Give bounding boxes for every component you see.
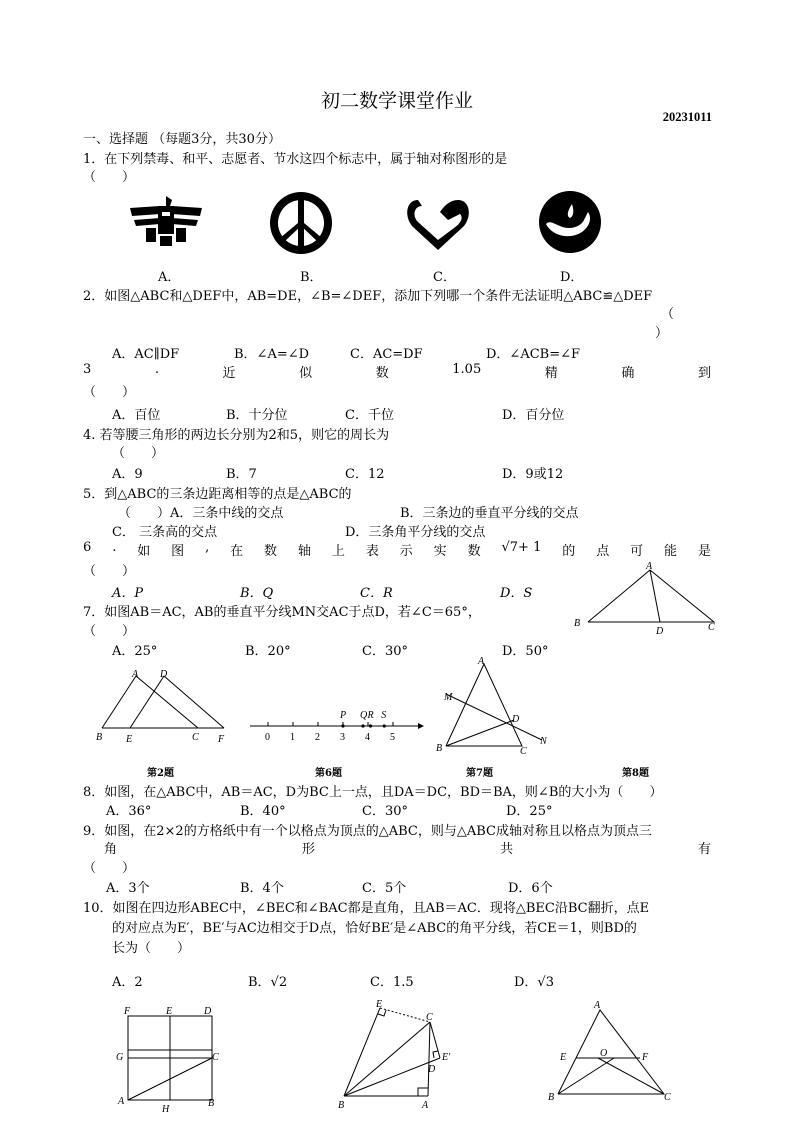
svg-text:B: B [208, 1098, 215, 1109]
q1-label-a: A． [158, 270, 181, 285]
number-line-point-label: P [340, 710, 347, 721]
q7-option-d: D．50° [502, 644, 549, 659]
q4-option-c: C．12 [345, 467, 385, 482]
number-line-point [341, 724, 344, 727]
number-line-point-label: R [367, 710, 374, 721]
number-line-point [383, 724, 386, 727]
svg-text:D: D [428, 1064, 436, 1075]
volunteer-logo-icon [404, 194, 474, 252]
svg-text:E: E [126, 734, 133, 745]
figure-q7-triangle [432, 654, 556, 754]
number-line-point-label: Q [360, 710, 368, 721]
q9-stem-cont: 角 形 共 有 [104, 842, 711, 857]
q4-option-a: A．9 [112, 467, 143, 482]
svg-text:A: A [132, 669, 139, 680]
figure-q8-triangle [570, 560, 720, 636]
q8-option-a: A．36° [106, 804, 152, 819]
peace-logo-icon [268, 190, 334, 256]
caption-q7: 第7题 [466, 768, 493, 779]
svg-text:F: F [642, 1052, 649, 1063]
q7-stem: 7．如图AB＝AC，AB的垂直平分线MN交AC于点D，若∠C＝65°， [83, 605, 481, 620]
q9-paren: （ ） [83, 861, 136, 876]
q9-option-b: B．4个 [240, 881, 284, 896]
svg-text:C: C [212, 1052, 219, 1063]
q9-option-c: C．5个 [362, 881, 407, 896]
svg-text:E′: E′ [442, 1052, 451, 1063]
number-line-point [369, 724, 372, 727]
q4-paren: （ ） [112, 446, 165, 461]
svg-text:B: B [436, 743, 443, 754]
number-line-point-label: S [381, 710, 387, 721]
q5-option-a: （ ）A．三条中线的交点 [118, 506, 284, 521]
svg-text:A: A [646, 561, 653, 572]
svg-text:D: D [160, 669, 168, 680]
svg-text:C: C [192, 732, 199, 743]
q2-option-b: B．∠A=∠D [234, 347, 310, 362]
q3-stem: 3 . 近 似 数 1.05 精 确 到 [83, 362, 711, 381]
figure-triangle-eof [542, 996, 682, 1110]
q3-option-d: D．百分位 [502, 408, 565, 423]
svg-text:G: G [116, 1052, 124, 1063]
svg-text:D: D [512, 714, 520, 725]
q10-stem-line2: 的对应点为E′，BE′与AC边相交于D点，恰好BE′是∠ABC的角平分线，若CE＝1，则BD的 [112, 921, 637, 936]
svg-text:E: E [560, 1052, 567, 1063]
svg-text:C: C [426, 1012, 433, 1023]
q1-label-d: D． [560, 270, 584, 285]
q10-stem-line3: 长为（ ） [112, 941, 191, 956]
q2-option-d: D．∠ACB=∠F [486, 347, 581, 362]
q1-paren: （ ） [83, 170, 136, 185]
q5-option-b: B．三条边的垂直平分线的交点 [400, 506, 579, 521]
svg-text:B: B [574, 618, 581, 629]
svg-text:B: B [338, 1100, 345, 1111]
assignment-date: 20231011 [662, 110, 712, 124]
q5-option-c: C． 三条高的交点 [112, 525, 218, 540]
eagle-logo-icon [128, 192, 204, 250]
figure-q9-grid [112, 1002, 228, 1114]
q7-option-a: A．25° [112, 644, 158, 659]
q8-option-b: B．40° [240, 804, 286, 819]
q6-paren: （ ） [83, 564, 136, 579]
number-line-tick-label: 2 [315, 732, 320, 743]
q8-stem: 8．如图，在△ABC中，AB＝AC，D为BC上一点，且DA＝DC，BD＝BA，则∠B的大小为（ ） [83, 785, 663, 800]
q5-option-d: D．三条角平分线的交点 [345, 525, 486, 540]
svg-text:M: M [444, 692, 453, 703]
caption-q8: 第8题 [622, 768, 649, 779]
q5-stem: 5．到△ABC的三条边距离相等的点是△ABC的 [83, 487, 352, 502]
number-line-point [361, 724, 364, 727]
number-line-tick-label: 5 [390, 732, 395, 743]
q6-option-a: A．P [112, 586, 144, 601]
svg-text:B: B [548, 1092, 555, 1103]
q3-option-b: B．十分位 [226, 408, 288, 423]
q7-option-b: B．20° [245, 644, 291, 659]
figure-q6-number-line [248, 706, 424, 746]
q8-option-d: D．25° [506, 804, 553, 819]
svg-text:C: C [664, 1092, 671, 1103]
svg-text:D: D [204, 1006, 212, 1017]
svg-text:E: E [376, 999, 383, 1010]
svg-text:N: N [540, 736, 547, 747]
q1-label-c: C． [433, 270, 456, 285]
q1-label-b: B． [300, 270, 323, 285]
q10-option-a: A．2 [112, 975, 143, 990]
q10-stem-line1: 10．如图在四边形ABEC中，∠BEC和∠BAC都是直角，且AB＝AC．现将△BEC沿BC翻折，点E [83, 901, 650, 916]
q3-option-a: A．百位 [112, 408, 161, 423]
q7-option-c: C．30° [362, 644, 408, 659]
water-saving-logo-icon [538, 190, 602, 254]
section-heading: 一、选择题 （每题3分，共30分） [83, 132, 281, 147]
caption-q2: 第2题 [147, 768, 174, 779]
q9-stem: 9．如图，在2×2的方格纸中有一个以格点为顶点的△ABC，则与△ABC成轴对称且以格点为顶点三 [83, 824, 652, 839]
page-title: 初二数学课堂作业 [320, 90, 473, 112]
q6-option-b: B．Q [240, 586, 274, 601]
q2-option-a: A．AC∥DF [112, 347, 180, 362]
q6-option-d: D．S [500, 586, 533, 601]
q4-option-d: D．9或12 [502, 467, 564, 482]
number-line-tick-label: 1 [290, 732, 295, 743]
svg-text:C: C [520, 746, 527, 754]
q6-option-c: C．R [360, 586, 393, 601]
q2-paren-right: ） [655, 326, 669, 341]
q3-option-c: C．千位 [345, 408, 394, 423]
svg-text:O: O [600, 1048, 608, 1059]
svg-text:C: C [708, 622, 715, 633]
svg-text:E: E [166, 1006, 173, 1017]
figure-q10-quadrilateral [330, 996, 460, 1114]
q10-option-b: B．√2 [248, 975, 288, 990]
svg-text:F: F [218, 734, 225, 745]
q8-option-c: C．30° [362, 804, 408, 819]
q4-stem: 4. 若等腰三角形的两边长分别为2和5，则它的周长为 [83, 428, 390, 443]
svg-text:A: A [594, 1000, 601, 1011]
svg-text:A: A [478, 656, 485, 667]
q10-option-d: D．√3 [514, 975, 554, 990]
number-line-tick-label: 3 [340, 732, 345, 743]
svg-text:F: F [124, 1006, 131, 1017]
svg-text:D: D [656, 626, 664, 636]
svg-text:A: A [118, 1096, 125, 1107]
q9-option-d: D．6个 [508, 881, 553, 896]
svg-text:H: H [162, 1104, 170, 1114]
figure-q2-triangles [94, 666, 234, 746]
number-line-tick-label: 4 [365, 732, 370, 743]
q4-option-b: B．7 [226, 467, 257, 482]
q2-paren-left: （ [661, 307, 675, 322]
svg-text:B: B [96, 732, 103, 743]
number-line-tick-label: 0 [265, 732, 270, 743]
svg-text:A: A [422, 1100, 429, 1111]
q6-stem: 6 . 如 图 , 在 数 轴 上 表 示 实 数 √7+ 1 的 点 可 能 是 [83, 540, 711, 559]
q1-stem: 1．在下列禁毒、和平、志愿者、节水这四个标志中，属于轴对称图形的是 [83, 152, 508, 167]
q2-stem: 2．如图△ABC和△DEF中，AB=DE，∠B=∠DEF，添加下列哪一个条件无法证明△ABC≌△DEF [83, 289, 653, 304]
q10-option-c: C．1.5 [370, 975, 414, 990]
q7-paren: （ ） [83, 624, 136, 639]
q9-option-a: A．3个 [106, 881, 150, 896]
q3-paren: （ ） [83, 385, 136, 400]
caption-q6: 第6题 [315, 768, 342, 779]
q2-option-c: C．AC=DF [350, 347, 423, 362]
